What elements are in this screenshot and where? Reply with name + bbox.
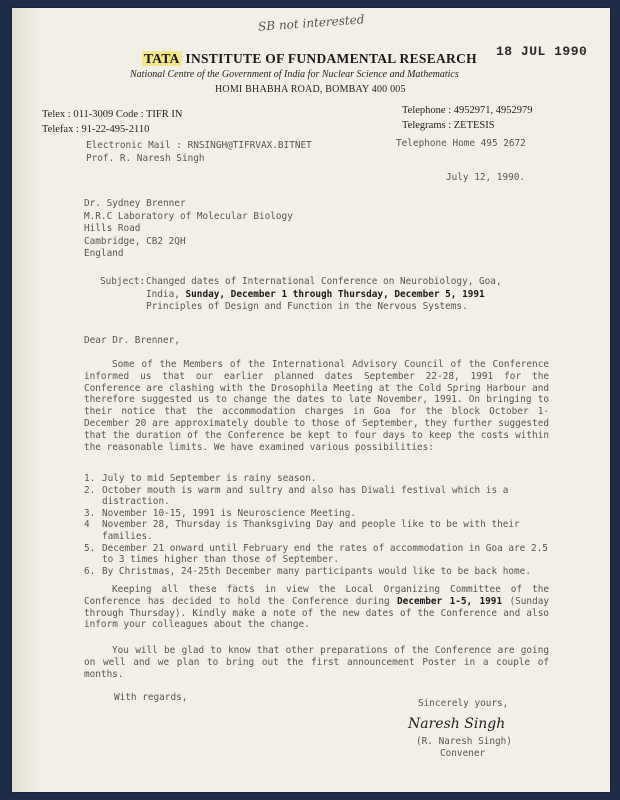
list-item: 5. December 21 onward until February end the rates of accommodation in Goa are 2.5 to 3 times higher than those of September. bbox=[84, 542, 548, 566]
signoff: Sincerely yours, bbox=[418, 698, 509, 709]
list-item: 6. By Christmas, 24-25th December many participants would like to be back home. bbox=[84, 565, 531, 577]
typed-name: (R. Naresh Singh) bbox=[416, 736, 512, 747]
received-date-stamp: 18 JUL 1990 bbox=[496, 44, 588, 59]
conference-dates: December 1-5, 1991 bbox=[397, 595, 503, 607]
recipient-line: M.R.C Laboratory of Molecular Biology bbox=[84, 210, 293, 222]
body-paragraph-3: You will be glad to know that other preparations of the Conference are going on well and we plan to bring out the first announcement Poster in a couple of months. bbox=[84, 645, 549, 680]
telefax-line: Telefax : 91-22-495-2110 bbox=[42, 124, 150, 135]
page-edge-shadow bbox=[12, 8, 42, 792]
recipient-line: Hills Road bbox=[84, 223, 141, 234]
subject-line-1: Changed dates of International Conference on Neurobiology, Goa, bbox=[146, 276, 502, 287]
recipient-line: England bbox=[84, 248, 124, 259]
recipient-line: Dr. Sydney Brenner bbox=[84, 198, 186, 209]
recipient-line: Cambridge, CB2 2QH bbox=[84, 235, 186, 247]
possibilities-list bbox=[84, 473, 549, 577]
subject-text bbox=[146, 276, 502, 314]
sender-home-phone: Telephone Home 495 2672 bbox=[396, 138, 526, 149]
closing: With regards, bbox=[114, 692, 188, 703]
handwritten-signature: Naresh Singh bbox=[408, 716, 506, 732]
subject-line-2-pre: India, bbox=[146, 288, 186, 300]
list-item: 1. July to mid September is rainy season. bbox=[84, 473, 317, 484]
telegrams-line: Telegrams : ZETESIS bbox=[402, 120, 495, 131]
subject-dates: Sunday, December 1 through Thursday, December 5, 1991 bbox=[185, 288, 485, 300]
letter-page bbox=[12, 8, 610, 792]
org-name-rest: INSTITUTE OF FUNDAMENTAL RESEARCH bbox=[185, 51, 477, 66]
subject-line-2 bbox=[146, 289, 502, 302]
para2-post: (Sunday through Thursday). Kindly make a note of the new dates of the Conference and also inform your colleagues about the change. bbox=[84, 595, 549, 631]
para2-pre: Keeping all these facts in view the Local Organizing Committee of the Conference has decided to hold the Conference during bbox=[84, 584, 549, 607]
recipient-address bbox=[84, 198, 293, 261]
subject-label: Subject: bbox=[100, 276, 146, 287]
telephone-line: Telephone : 4952971, 4952979 bbox=[402, 105, 533, 116]
list-item: 2. October mouth is warm and sultry and also has Diwali festival which is a distraction. bbox=[84, 484, 509, 508]
telex-line: Telex : 011-3009 Code : TIFR IN bbox=[42, 109, 183, 120]
org-address: HOMI BHABHA ROAD, BOMBAY 400 005 bbox=[215, 84, 406, 95]
letter-date: July 12, 1990. bbox=[446, 172, 526, 183]
body-paragraph-1: Some of the Members of the International Advisory Council of the Conference informed us that our earlier planned dates September 22-28, 1991 for the Conference are clashing with the Drosophila Meeting at the Cold Spring Harbour and therefore suggested us to change the dates to late November, 1991. On bringing to their notice that the accommodation charges in Goa for the block October 1-December 20 are approximately double to those of September, they further suggested that the duration of the Conference be kept to four days to keep the costs within the reasonable limits. We have examined various possibilities: bbox=[84, 359, 549, 453]
list-item: 3. November 10-15, 1991 is Neuroscience Meeting. bbox=[84, 507, 356, 519]
salutation: Dear Dr. Brenner, bbox=[84, 335, 180, 346]
org-name-highlight: TATA bbox=[144, 51, 180, 66]
body-paragraph-2 bbox=[84, 584, 549, 631]
sender-name: Prof. R. Naresh Singh bbox=[86, 153, 205, 164]
signer-title: Convener bbox=[440, 748, 486, 759]
sender-email: Electronic Mail : RNSINGH@TIFRVAX.BITNET bbox=[86, 140, 312, 151]
list-item: 4 November 28, Thursday is Thanksgiving Day and people like to be with their families. bbox=[84, 519, 520, 542]
org-name bbox=[142, 51, 477, 67]
subject-line-3: Principles of Design and Function in the Nervous Systems. bbox=[146, 301, 468, 312]
org-subtitle: National Centre of the Government of India for Nuclear Science and Mathematics bbox=[130, 69, 459, 80]
handwritten-annotation: SB not interested bbox=[257, 12, 365, 34]
